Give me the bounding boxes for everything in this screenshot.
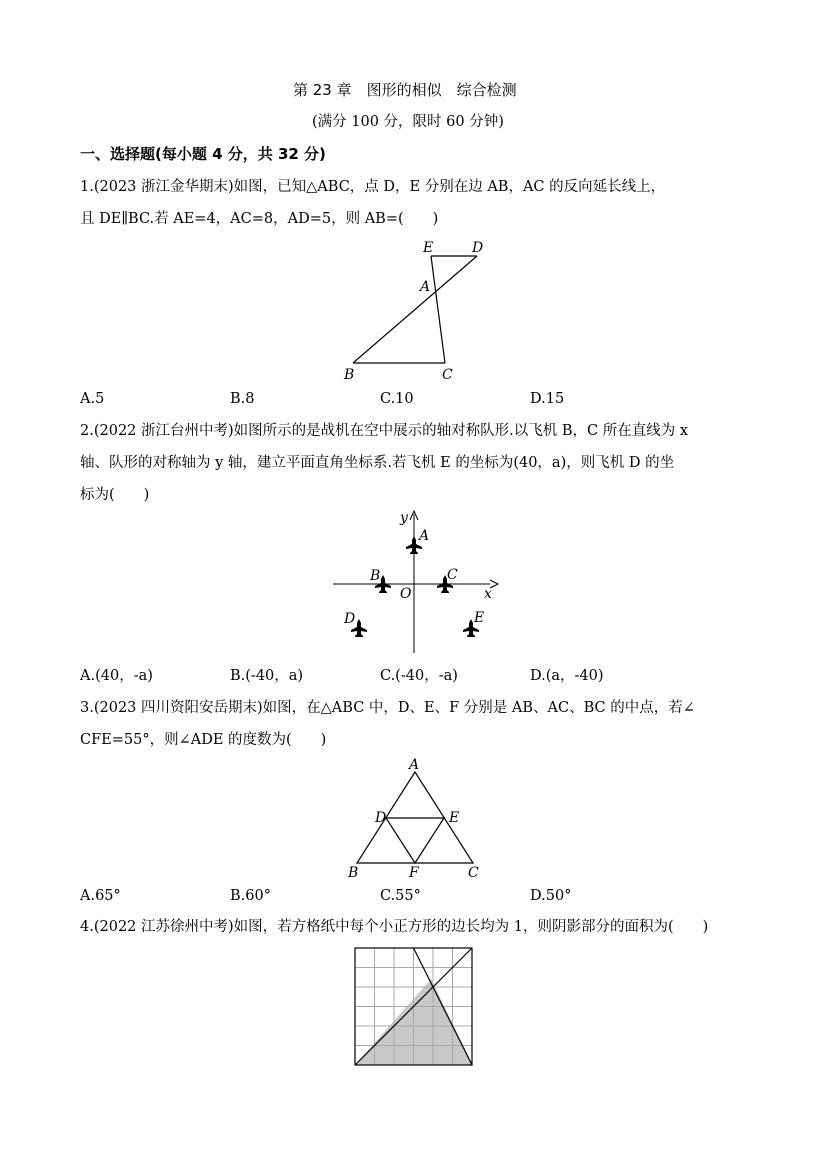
q2-label-E: E (474, 610, 485, 626)
q3-option-c[interactable]: C.55° (380, 888, 421, 904)
q3-option-d[interactable]: D.50° (530, 888, 572, 904)
q2-label-O: O (400, 586, 412, 602)
q1-segment-EC (431, 256, 445, 363)
q4-figure (352, 945, 476, 1069)
q1-segment-DB (353, 256, 477, 363)
q1-option-c[interactable]: C.10 (380, 391, 414, 407)
q3-text-line1: 3.(2023 四川资阳安岳期末)如图，在△ABC 中，D、E、F 分别是 AB、AC、BC 的中点，若∠ (80, 700, 695, 716)
section-heading: 一、选择题(每小题 4 分，共 32 分) (80, 145, 326, 163)
page-subtitle: (满分 100 分，限时 60 分钟) (312, 114, 504, 130)
q2-option-b[interactable]: B.(-40，a) (230, 668, 304, 684)
page-title: 第 23 章 图形的相似 综合检测 (293, 81, 517, 99)
q2-text-line1: 2.(2022 浙江台州中考)如图所示的是战机在空中展示的轴对称队形.以飞机 B，C 所在直线为 x (80, 423, 689, 439)
q2-label-D: D (344, 611, 356, 627)
q1-text-line1: 1.(2023 浙江金华期末)如图，已知△ABC，点 D，E 分别在边 AB，AC 的反向延长线上， (80, 179, 666, 195)
q1-label-D: D (472, 240, 484, 256)
q2-figure (330, 508, 500, 658)
q1-option-b[interactable]: B.8 (230, 391, 255, 407)
q1-figure (340, 236, 490, 384)
q1-label-C: C (442, 367, 453, 383)
q4-text-line1: 4.(2022 江苏徐州中考)如图，若方格纸中每个小正方形的边长均为 1，则阴影部分的面积为( ) (80, 919, 709, 935)
q3-text-line2: CFE=55°，则∠ADE 的度数为( ) (80, 732, 327, 748)
q2-label-y: y (400, 510, 408, 526)
q2-option-a[interactable]: A.(40，-a) (80, 668, 153, 684)
q3-label-D: D (375, 810, 387, 826)
q2-option-c[interactable]: C.(-40，-a) (380, 668, 458, 684)
q2-text-line3: 标为( ) (80, 487, 150, 503)
q3-label-F: F (409, 865, 419, 881)
q1-label-B: B (344, 367, 355, 383)
q3-figure (340, 758, 490, 883)
q3-label-B: B (348, 865, 359, 881)
q1-label-E: E (423, 240, 434, 256)
q3-option-b[interactable]: B.60° (230, 888, 271, 904)
q1-label-A: A (420, 279, 431, 295)
q3-option-a[interactable]: A.65° (80, 888, 121, 904)
q1-option-d[interactable]: D.15 (530, 391, 565, 407)
q3-label-C: C (468, 865, 479, 881)
q2-label-x: x (484, 586, 492, 602)
q3-midpoint-triangle-DEF (386, 818, 444, 863)
q3-label-A: A (409, 757, 420, 773)
q2-text-line2: 轴、队形的对称轴为 y 轴，建立平面直角坐标系.若飞机 E 的坐标为(40，a)，则飞机 D 的坐 (80, 455, 675, 471)
q2-label-C: C (447, 567, 458, 583)
q1-text-line2: 且 DE∥BC.若 AE=4，AC=8，AD=5，则 AB=( ) (80, 211, 439, 227)
q3-label-E: E (449, 810, 460, 826)
q2-label-B: B (370, 568, 381, 584)
q1-option-a[interactable]: A.5 (80, 391, 105, 407)
q2-label-A: A (419, 528, 430, 544)
q2-option-d[interactable]: D.(a，-40) (530, 668, 604, 684)
